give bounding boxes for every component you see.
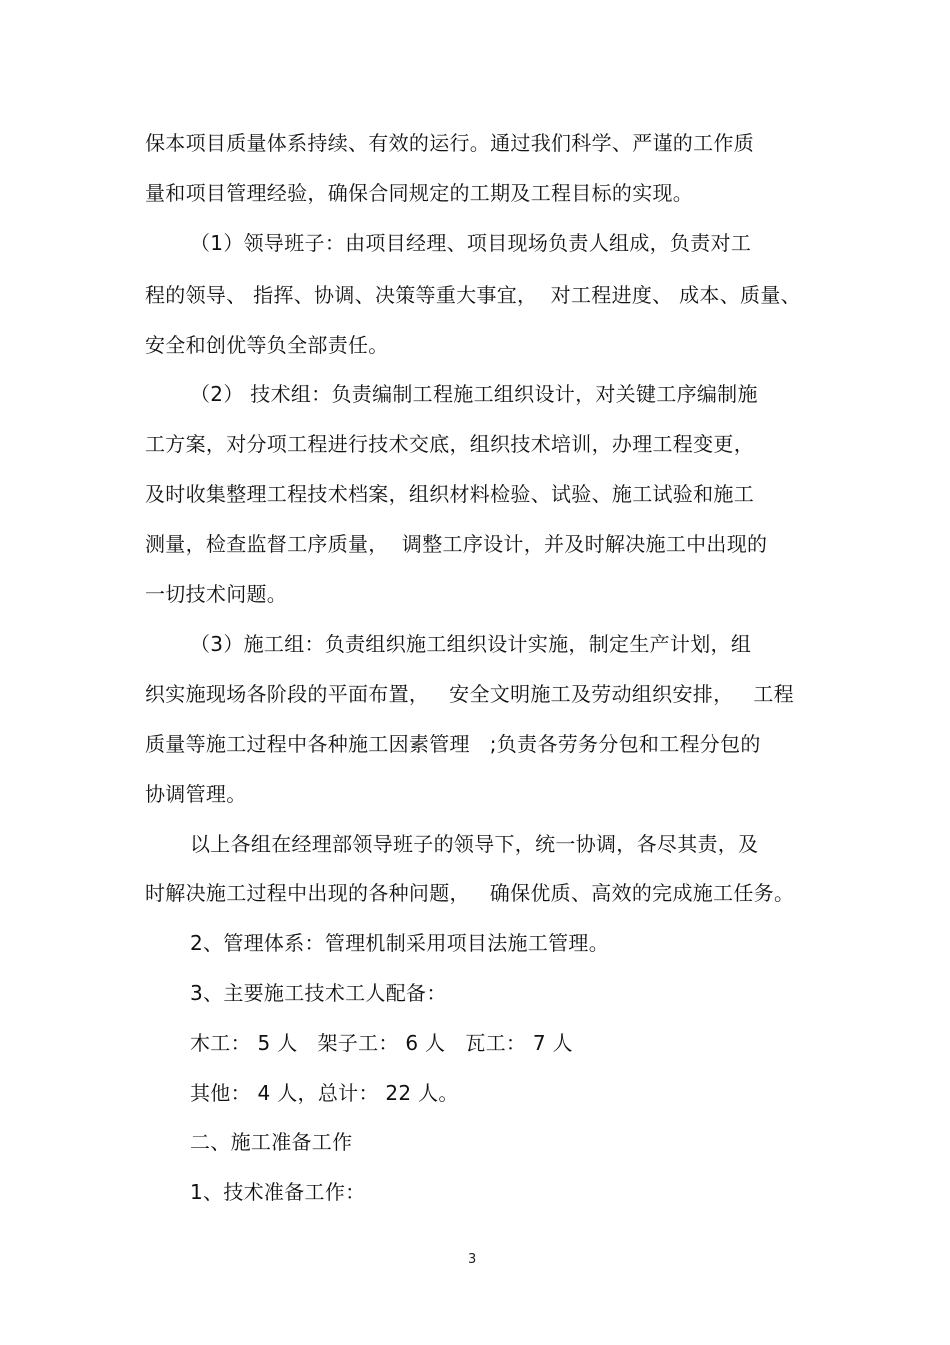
text-line: 二、施工准备工作 — [190, 1130, 353, 1154]
text-line: 一切技术问题。 — [145, 582, 288, 606]
page-number: 3 — [468, 1252, 477, 1267]
text-line: 测量，检查监督工序质量， 调整工序设计，并及时解决施工中出现的 — [145, 532, 768, 556]
text-line: 2、管理体系：管理机制采用项目法施工管理。 — [190, 931, 610, 955]
text-line: 3、主要施工技术工人配备： — [190, 981, 447, 1005]
text-line: 织实施现场各阶段的平面布置， 安全文明施工及劳动组织安排， 工程 — [145, 682, 794, 706]
text-line: 协调管理。 — [145, 782, 247, 806]
text-line: 量和项目管理经验，确保合同规定的工期及工程目标的实现。 — [145, 181, 694, 205]
text-line: 以上各组在经理部领导班子的领导下，统一协调，各尽其责，及 — [190, 832, 759, 856]
text-line: （3）施工组：负责组织施工组织设计实施，制定生产计划，组 — [190, 632, 752, 656]
text-line: （2） 技术组：负责编制工程施工组织设计，对关键工序编制施 — [190, 382, 758, 406]
text-line: 1、技术准备工作： — [190, 1180, 366, 1204]
text-line: 安全和创优等负全部责任。 — [145, 333, 389, 357]
text-line: 木工： 5 人 架子工： 6 人 瓦工： 7 人 — [190, 1031, 573, 1055]
text-line: 保本项目质量体系持续、有效的运行。通过我们科学、严谨的工作质 — [145, 131, 754, 155]
text-line: 质量等施工过程中各种施工因素管理 ;负责各劳务分包和工程分包的 — [145, 732, 761, 756]
text-line: 程的领导、 指挥、协调、决策等重大事宜， 对工程进度、 成本、质量、 — [145, 283, 801, 307]
text-line: 及时收集整理工程技术档案，组织材料检验、试验、施工试验和施工 — [145, 482, 754, 506]
text-line: 其他： 4 人，总计： 22 人。 — [190, 1081, 459, 1105]
text-line: 工方案，对分项工程进行技术交底，组织技术培训，办理工程变更， — [145, 432, 754, 456]
text-line: 时解决施工过程中出现的各种问题， 确保优质、高效的完成施工任务。 — [145, 881, 795, 905]
text-line: （1）领导班子：由项目经理、项目现场负责人组成，负责对工 — [190, 231, 752, 255]
